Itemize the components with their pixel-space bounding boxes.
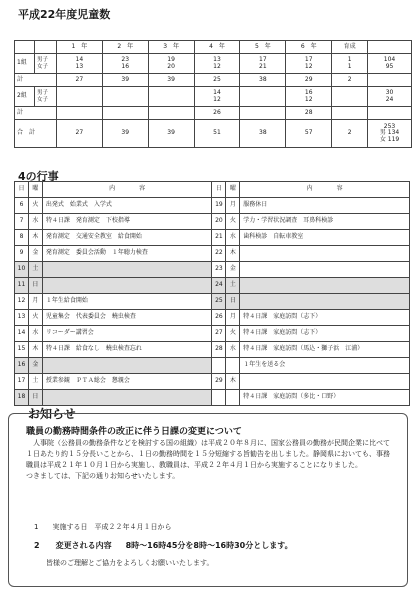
class2-subtotal-row: 計 26 28 <box>15 107 412 120</box>
event-weekday: 土 <box>28 374 42 390</box>
event-day: 11 <box>15 278 29 294</box>
event-content: 授業参観 ＰＴＡ総会 懇親会 <box>42 374 212 390</box>
class2-row: 2組 男子 女子 14 12 16 12 30 24 <box>15 87 412 107</box>
event-day: 19 <box>212 198 226 214</box>
event-weekday: 月 <box>226 198 240 214</box>
event-content: 学力・学習状況調査 耳鼻科検診 <box>240 214 410 230</box>
event-day: 20 <box>212 214 226 230</box>
event-row <box>15 310 410 326</box>
class1-row: 1組 男子 女子 14 13 23 16 19 20 13 12 17 21 17 12 1 1 104 95 <box>15 54 412 74</box>
event-day: 17 <box>15 374 29 390</box>
event-day <box>212 390 226 406</box>
event-day: 24 <box>212 278 226 294</box>
event-content: 特４日課 家庭訪問（志下） <box>240 326 410 342</box>
events-table <box>14 181 410 406</box>
event-weekday: 火 <box>28 310 42 326</box>
event-weekday <box>226 358 240 374</box>
event-content <box>240 278 410 294</box>
event-row <box>15 326 410 342</box>
event-content: 特４日課 発育測定 下校指導 <box>42 214 212 230</box>
notice-headline: 職員の勤務時間条件の改正に伴う日課の変更について <box>26 427 242 437</box>
event-content: 特４日課 家庭訪問（馬込・獅子浜 江浦） <box>240 342 410 358</box>
event-weekday: 水 <box>28 326 42 342</box>
event-weekday: 木 <box>28 342 42 358</box>
event-content: １年生を送る会 <box>240 358 410 374</box>
event-weekday: 金 <box>226 262 240 278</box>
event-weekday: 金 <box>28 358 42 374</box>
event-day: 25 <box>212 294 226 310</box>
header-special: 育成 <box>332 41 368 54</box>
event-weekday: 火 <box>226 214 240 230</box>
event-content <box>42 262 212 278</box>
event-day: 27 <box>212 326 226 342</box>
notice-item-1: 1 実施する日 平成２２年４月１日から <box>34 523 172 531</box>
event-row <box>15 198 410 214</box>
event-weekday: 金 <box>28 246 42 262</box>
event-content: 児童集会 代表委員会 蟯虫検査 <box>42 310 212 326</box>
event-day: 13 <box>15 310 29 326</box>
event-day: 26 <box>212 310 226 326</box>
event-content: １年生給食開始 <box>42 294 212 310</box>
event-content <box>42 278 212 294</box>
event-weekday: 火 <box>226 326 240 342</box>
event-row <box>15 358 410 374</box>
class1-subtotal-row: 計 27 39 39 25 38 29 2 <box>15 74 412 87</box>
event-weekday: 木 <box>28 230 42 246</box>
event-weekday: 土 <box>28 262 42 278</box>
event-content <box>240 374 410 390</box>
event-row <box>15 214 410 230</box>
event-day: 9 <box>15 246 29 262</box>
event-row <box>15 262 410 278</box>
total-row: 合 計 27 39 39 51 38 57 2 253 男 134 女 119 <box>15 120 412 148</box>
event-weekday: 木 <box>226 246 240 262</box>
event-day: 22 <box>212 246 226 262</box>
event-weekday: 月 <box>28 294 42 310</box>
enrollment-title: 平成22年度児童数 <box>18 8 111 21</box>
event-content <box>42 358 212 374</box>
event-day: 23 <box>212 262 226 278</box>
event-day: 8 <box>15 230 29 246</box>
event-day <box>212 358 226 374</box>
event-content: 特４日課 給食なし 蟯虫検査忘れ <box>42 342 212 358</box>
event-row <box>15 342 410 358</box>
event-content: リコーダー講習会 <box>42 326 212 342</box>
enrollment-header-row <box>15 41 412 54</box>
event-content <box>240 262 410 278</box>
events-title: 4の行事 <box>18 170 59 183</box>
events-header-row: 日 曜 内 容 日 曜 内 容 <box>15 182 410 198</box>
event-row <box>15 294 410 310</box>
event-content <box>240 246 410 262</box>
event-content: 発育測定 交通安全教室 給食開始 <box>42 230 212 246</box>
event-day: 14 <box>15 326 29 342</box>
event-content: 歯科検診 自転車教室 <box>240 230 410 246</box>
event-weekday: 日 <box>28 278 42 294</box>
event-weekday: 水 <box>28 214 42 230</box>
event-row <box>15 374 410 390</box>
notice-closing: 皆様のご理解とご協力をよろしくお願いいたします。 <box>46 559 214 567</box>
event-weekday: 火 <box>28 198 42 214</box>
event-row <box>15 278 410 294</box>
enrollment-table <box>14 40 412 148</box>
notice-item-2: 2 変更される内容 8時～16時45分を8時～16時30分とします。 <box>34 541 293 550</box>
event-row <box>15 246 410 262</box>
header-grade-3: 3 年 <box>148 41 194 54</box>
event-day: 12 <box>15 294 29 310</box>
event-weekday: 月 <box>226 310 240 326</box>
event-weekday: 水 <box>226 230 240 246</box>
event-content <box>240 294 410 310</box>
event-weekday: 木 <box>226 374 240 390</box>
header-grade-6: 6 年 <box>286 41 332 54</box>
header-grade-5: 5 年 <box>240 41 286 54</box>
class-label: 1組 <box>15 54 35 74</box>
event-content: 発育測定 委員会活動 １年聴力検査 <box>42 246 212 262</box>
event-content: 特４日課 家庭訪問（志下） <box>240 310 410 326</box>
notice-title: お知らせ <box>28 407 76 421</box>
notice-body: 人事院（公務員の勤務条件などを検討する国の組織）は平成２０年８月に、国家公務員の勤務が民間企業に比べて１日あたり約１５分長いことから、１日の勤務時間を１５分短縮する旨勧告を出しました。静岡県においても、事務職員は平成２１年１０月１日から実施し、教職員は、平成２２年４月１日から実施することになりました。 つきましては、下記の通りお知らせいたします。 <box>26 439 390 480</box>
header-grade-2: 2 年 <box>102 41 148 54</box>
event-day: 21 <box>212 230 226 246</box>
class-label: 2組 <box>15 87 35 107</box>
event-day: 6 <box>15 198 29 214</box>
event-content <box>42 390 212 406</box>
event-content: 特４日課 家庭訪問（多比・口野） <box>240 390 410 406</box>
event-day: 18 <box>15 390 29 406</box>
grand-total: 253 男 134 女 119 <box>368 120 412 148</box>
event-weekday <box>226 390 240 406</box>
event-weekday: 日 <box>226 294 240 310</box>
event-day: 10 <box>15 262 29 278</box>
event-weekday: 土 <box>226 278 240 294</box>
event-row <box>15 230 410 246</box>
event-row <box>15 390 410 406</box>
event-content: 服務休日 <box>240 198 410 214</box>
event-weekday: 水 <box>226 342 240 358</box>
header-grade-4: 4 年 <box>194 41 240 54</box>
event-day: 16 <box>15 358 29 374</box>
event-weekday: 日 <box>28 390 42 406</box>
event-content: 出発式 始業式 入学式 <box>42 198 212 214</box>
event-day: 28 <box>212 342 226 358</box>
header-grade-1: 1 年 <box>56 41 102 54</box>
event-day: 29 <box>212 374 226 390</box>
event-day: 7 <box>15 214 29 230</box>
event-day: 15 <box>15 342 29 358</box>
